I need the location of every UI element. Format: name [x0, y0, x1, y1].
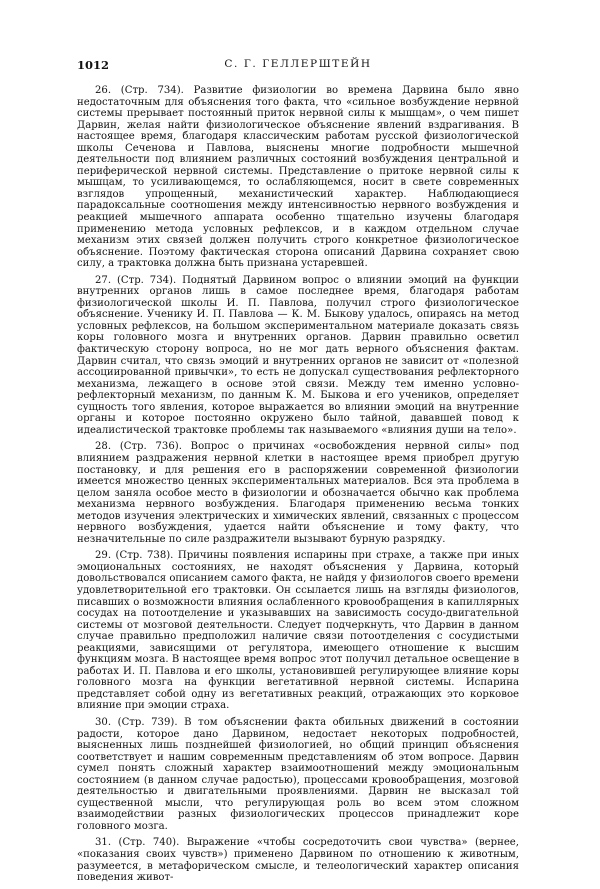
running-head-title: С. Г. ГЕЛЛЕРШТЕЙН	[224, 58, 372, 70]
note-31: 31. (Стр. 740). Выражение «чтобы сосредоточить свои чувства» (вернее, «показания своих чувств») применено Дарвином по отношению к животным, разумеется, в метафорическом смысле, и телеологический характер описания поведения живот-	[77, 837, 519, 884]
note-27: 27. (Стр. 734). Поднятый Дарвином вопрос о влиянии эмоций на функции внутренних органов лишь в самое последнее время, благодаря работам физиологической школы И. П. Павлова, получил строго физиологическое объяснение. Ученику И. П. Павлова — К. М. Быкову удалось, опираясь на метод условных рефлексов, на большом экспериментальном материале доказать связь коры головного мозга и внутренних органов. Дарвин правильно осветил фактическую сторону вопроса, но не мог дать верного объяснения фактам. Дарвин считал, что связь эмоций и внутренних органов не зависит от «полезной ассоциированной привычки», то есть не допускал существования рефлекторного механизма, лежащего в основе этой связи. Между тем именно условно-рефлекторный механизм, по данным К. М. Быкова и его учеников, определяет сущность того явления, которое выражается во влиянии эмоций на внутренние органы и которое постоянно окружено было тайной, дававшей повод к идеалистической трактовке проблемы так называемого «влияния души на тело».	[77, 274, 519, 436]
note-26: 26. (Стр. 734). Развитие физиологии во времена Дарвина было явно недостаточным для объяснения того факта, что «сильное возбуждение нервной системы прерывает постоянный приток нервной силы к мышцам», о чем пишет Дарвин, желая найти физиологическое объяснение явлений вздрагивания. В настоящее время, благодаря классическим работам русской физиологической школы Сеченова и Павлова, выяснены многие подробности мышечной деятельности под влиянием различных состояний возбуждения центральной и периферической нервной системы. Представление о притоке нервной силы к мышцам, то усиливающемся, то ослабляющемся, носит в свете современных взглядов упрощенный, механистический характер. Наблюдающиеся парадоксальные соотношения между интенсивностью нервного возбуждения и реакцией мышечного аппарата особенно тщательно изучены благодаря применению метода условных рефлексов, и в каждом отдельном случае механизм этих связей должен получить строго конкретное физиологическое объяснение. Поэтому фактическая сторона описаний Дарвина сохраняет свою силу, а трактовка должна быть признана устаревшей.	[77, 85, 519, 270]
endnotes-body	[77, 85, 519, 889]
note-28: 28. (Стр. 736). Вопрос о причинах «освобождения нервной силы» под влиянием раздражения нервной клетки в настоящее время приобрел другую постановку, и для решения его в распоряжении современной физиологии имеется множество ценных экспериментальных материалов. Вся эта проблема в целом заняла особое место в физиологии и обозначается обычно как проблема механизма нервного возбуждения. Благодаря применению весьма тонких методов изучения электрических и химических явлений, связанных с процессом нервного возбуждения, удается найти объяснение и тому факту, что незначительные по силе раздражители вызывают бурную разрядку.	[77, 441, 519, 545]
page-number: 1012	[77, 58, 110, 72]
note-30: 30. (Стр. 739). В том объяснении факта обильных движений в состоянии радости, которое дано Дарвином, недостает некоторых подробностей, выясненных лишь позднейшей физиологией, но общий принцип объяснения соответствует и нашим современным представлениям об этом вопросе. Дарвин сумел понять сложный характер взаимоотношений между эмоциональным состоянием (в данном случае радостью), процессами кровообращения, мозговой деятельностью и двигательными проявлениями. Дарвин не высказал той существенной мысли, что регулирующая роль во всем этом сложном взаимодействии разных физиологических процессов принадлежит коре головного мозга.	[77, 716, 519, 832]
note-29: 29. (Стр. 738). Причины появления испарины при страхе, а также при иных эмоциональных состояниях, не находят объяснения у Дарвина, который довольствовался описанием самого факта, не найдя у физиологов своего времени удовлетворительной его трактовки. Он ссылается лишь на взгляды физиологов, писавших о возможности влияния ослабленного кровообращения в капиллярных сосудах на потоотделение и указывавших на зависимость сосудо-двигательной системы от мозговой деятельности. Следует подчеркнуть, что Дарвин в данном случае правильно предположил наличие связи потоотделения с сосудистыми реакциями, зависящими от регулятора, имеющего отношение к высшим функциям мозга. В настоящее время вопрос этот получил детальное освещение в работах И. П. Павлова и его школы, установившей регулирующее влияние коры головного мозга на функции вегетативной нервной системы. Испарина представляет собой одну из вегетативных реакций, отражающих это корковое влияние при эмоции страха.	[77, 550, 519, 712]
running-head	[77, 58, 519, 72]
